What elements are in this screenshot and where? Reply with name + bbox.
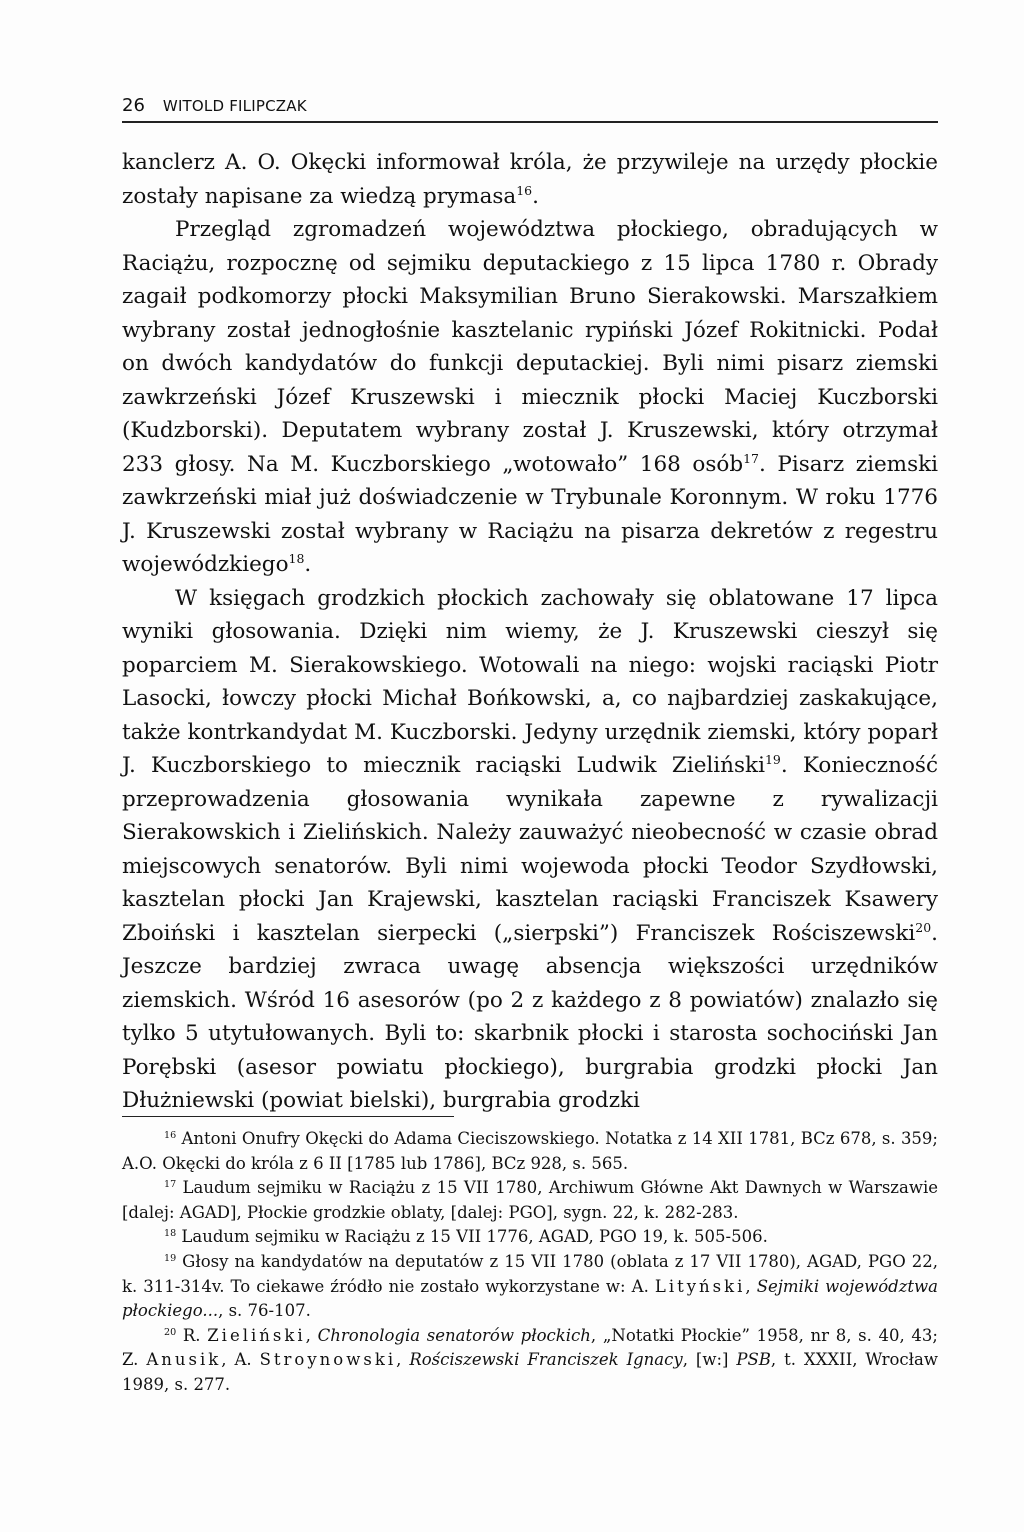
paragraph-text: . Jeszcze bardziej zwraca uwagę absencja większości urzędników ziemskich. Wśród 16 asesorów (po 2 z każdego z 8 powiatów) znalazło się tylko 5 utytułowanych. Byli to: skarbnik płocki i starosta sochociński Jan Porębski (asesor powiatu płockiego), burgrabia grodzki płocki Jan Dłużniewski (powiat bielski), burgrabia grodzki	[122, 920, 938, 1113]
footnote-ref-16[interactable]: 16	[516, 182, 533, 198]
footnote-text: , [w:]	[682, 1350, 737, 1370]
paragraph-text: Przegląd zgromadzeń województwa płockiego, obradujących w Raciążu, rozpocznę od sejmiku deputackiego z 15 lipca 1780 r. Obrady zagaił podkomorzy płocki Maksymilian Bruno Sierakowski. Marszałkiem wybrany został jednogłośnie kasztelanic rypiński Józef Rokitnicki. Podał on dwóch kandydatów do funkcji deputackiej. Byli nimi pisarz ziemski zawkrzeński Józef Kruszewski i miecznik płocki Maciej Kuczborski (Kudzborski). Deputatem wybrany został J. Kruszewski, który otrzymał 233 głosy. Na M. Kuczborskiego „wotowało” 168 osób	[122, 217, 938, 477]
footnote-text: , t. XXXII, Wrocław 1989, s. 277.	[122, 1350, 938, 1394]
cited-author: Zieliński	[207, 1325, 306, 1345]
author-name: WITOLD FILIPCZAK	[162, 97, 307, 115]
footnote-text: , s. 76-107.	[218, 1301, 311, 1321]
footnote-text: Laudum sejmiku w Raciążu z 15 VII 1776, AGAD, PGO 19, k. 505-506.	[176, 1227, 768, 1247]
footnote-number: 16	[164, 1129, 177, 1141]
footnote-20	[122, 1324, 938, 1398]
paragraph-2	[122, 213, 938, 582]
cited-author: Stroynowski	[259, 1350, 397, 1370]
footnote-ref-20[interactable]: 20	[915, 919, 932, 935]
main-text	[122, 146, 938, 1118]
footnote-text: R.	[176, 1325, 208, 1345]
footnote-number: 20	[164, 1326, 177, 1338]
paragraph-text: W księgach grodzkich płockich zachowały się oblatowane 17 lipca wyniki głosowania. Dzięki nim wiemy, że J. Kruszewski cieszył się poparciem M. Sierakowskiego. Wotowali na niego: wojski raciąski Piotr Lasocki, łowczy płocki Michał Bońkowski, a, co najbardziej zaskakujące, także kontrkandydat M. Kuczborski. Jedyny urzędnik ziemski, który poparł J. Kuczborskiego to miecznik raciąski Ludwik Zieliński	[122, 585, 938, 778]
cited-author: Anusik	[146, 1350, 222, 1370]
footnote-text: Antoni Onufry Okęcki do Adama Cieciszowskiego. Notatka z 14 XII 1781, BCz 678, s. 359; A.O. Okęcki do króla z 6 II [1785 lub 1786], BCz 928, s. 565.	[122, 1129, 938, 1173]
footnote-ref-18[interactable]: 18	[288, 550, 305, 566]
paragraph-text: .	[304, 552, 312, 577]
footnotes	[122, 1127, 938, 1398]
cited-title: Rościszewski Franciszek Ignacy	[409, 1350, 683, 1370]
paragraph-text: kanclerz A. O. Okęcki informował króla, że przywileje na urzędy płockie zostały napisane za wiedzą prymasa	[122, 150, 938, 209]
footnote-divider	[122, 1116, 454, 1117]
paragraph-3	[122, 582, 938, 1118]
footnote-text: , A.	[221, 1350, 260, 1370]
footnote-text: Laudum sejmiku w Raciążu z 15 VII 1780, Archiwum Główne Akt Dawnych w Warszawie [dalej: AGAD], Płockie grodzkie oblaty, [dalej: PGO], sygn. 22, k. 282-283.	[122, 1178, 938, 1222]
footnote-ref-19[interactable]: 19	[764, 751, 781, 767]
footnote-text: Głosy na kandydatów na deputatów z 15 VII 1780 (oblata z 17 VII 1780), AGAD, PGO 22, k. 311-314v. To ciekawe źródło nie zostało wykorzystane w: A.	[122, 1251, 938, 1296]
paragraph-text: .	[532, 183, 539, 209]
footnote-number: 18	[164, 1228, 177, 1240]
cited-title: Chronologia senatorów płockich	[317, 1325, 591, 1345]
footnote-text: ,	[745, 1276, 757, 1296]
paragraph-1	[122, 146, 938, 213]
cited-author: Lityński	[654, 1276, 746, 1296]
footnote-16	[122, 1127, 938, 1176]
footnote-text: , „Notatki Płockie” 1958, nr 8, s. 40, 43; Z.	[122, 1325, 938, 1370]
cited-title: PSB	[736, 1350, 771, 1370]
footnote-text: ,	[305, 1325, 318, 1345]
footnote-19	[122, 1250, 938, 1324]
footnote-17	[122, 1176, 938, 1225]
running-head	[122, 95, 938, 123]
footnote-18	[122, 1225, 938, 1250]
page-number: 26	[122, 95, 145, 116]
paragraph-text: . Pisarz ziemski zawkrzeński miał już doświadczenie w Trybunale Koronnym. W roku 1776 J. Kruszewski został wybrany w Raciążu na pisarza dekretów z regestru wojewódzkiego	[122, 451, 939, 577]
footnote-number: 17	[164, 1178, 177, 1190]
paragraph-text: . Konieczność przeprowadzenia głosowania wynikała zapewne z rywalizacji Sierakowskich i Zielińskich. Należy zauważyć nieobecność w czasie obrad miejscowych senatorów. Byli nimi wojewoda płocki Teodor Szydłowski, kasztelan płocki Jan Krajewski, kasztelan raciąski Franciszek Ksawery Zboiński i kasztelan sierpecki („sierpski”) Franciszek Rościszewski	[122, 753, 939, 946]
footnote-text: ,	[396, 1350, 410, 1370]
footnote-number: 19	[164, 1252, 177, 1264]
footnote-ref-17[interactable]: 17	[743, 450, 759, 466]
cited-title: Sejmiki województwa płockiego...	[122, 1276, 938, 1321]
